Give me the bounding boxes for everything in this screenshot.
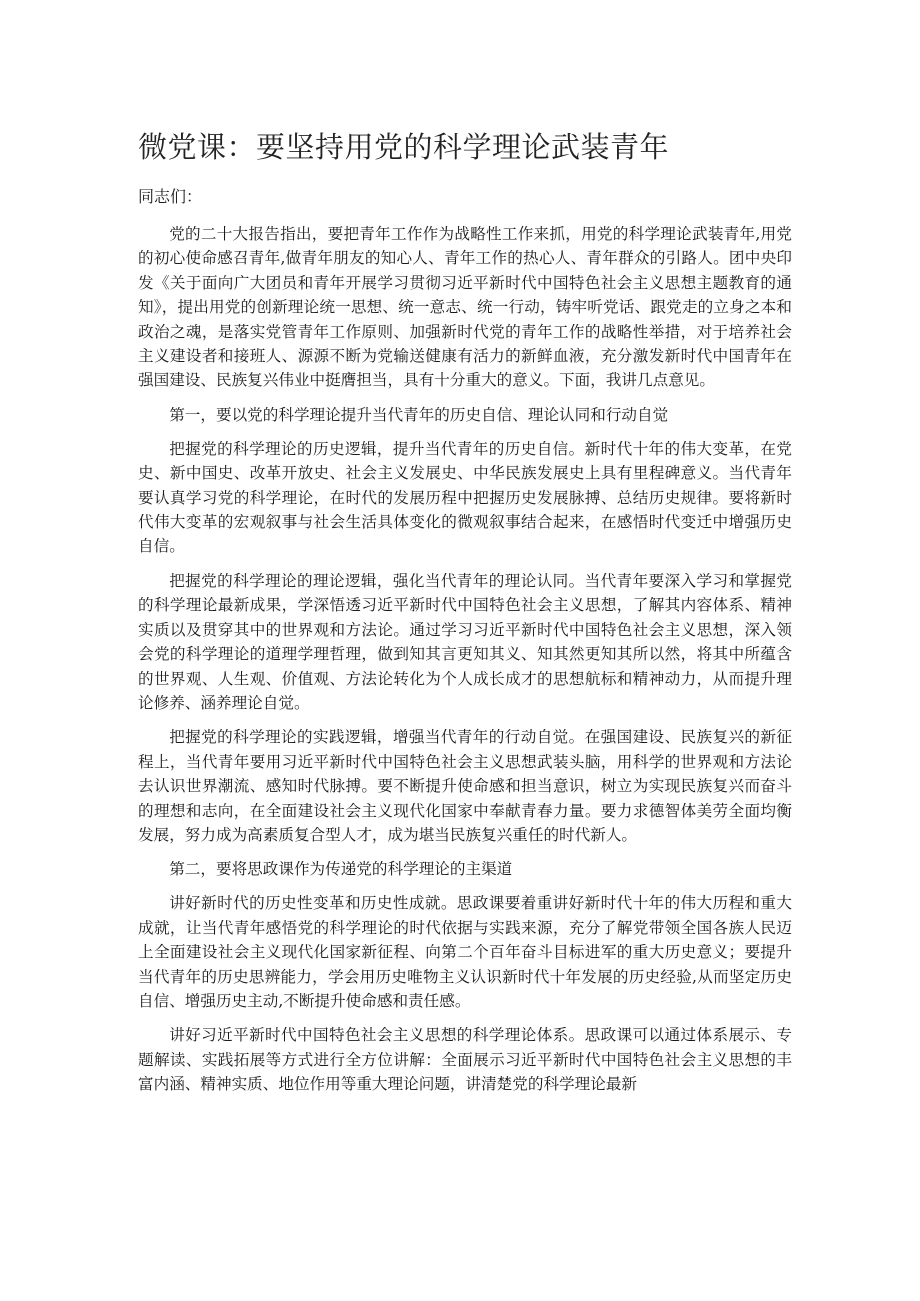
section-heading-1: 第一，要以党的科学理论提升当代青年的历史自信、理论认同和行动自觉 <box>169 405 669 424</box>
paragraph-historical-logic: 把握党的科学理论的历史逻辑，提升当代青年的历史自信。新时代十年的伟大变革，在党史、新中国史、改革开放史、社会主义发展史、中华民族发展史上具有里程碑意义。当代青年要认真学习党的科学理论，在时代的发展历程中把握历史发展脉搏、总结历史规律。要将新时代伟大变革的宏观叙事与社会生活具体变化的微观叙事结合起来，在感悟时代变迁中增强历史自信。 <box>138 439 792 556</box>
paragraph-theory-system: 讲好习近平新时代中国特色社会主义思想的科学理论体系。思政课可以通过体系展示、专题解读、实践拓展等方式进行全方位讲解：全面展示习近平新时代中国特色社会主义思想的丰富内涵、精神实质、地位作用等重大理论问题，讲清楚党的科学理论最新 <box>138 1026 792 1094</box>
section-heading-2: 第二，要将思政课作为传递党的科学理论的主渠道 <box>169 860 513 879</box>
paragraph-historic-changes: 讲好新时代的历史性变革和历史性成就。思政课要着重讲好新时代十年的伟大历程和重大成就，让当代青年感悟党的科学理论的时代依据与实践来源，充分了解党带领全国各族人民迈上全面建设社会主义现代化国家新征程、向第二个百年奋斗目标进军的重大历史意义；要提升当代青年的历史思辨能力，学会用历史唯物主义认识新时代十年发展的历史经验,从而坚定历史自信、增强历史主动,不断提升使命感和责任感。 <box>138 894 792 1010</box>
document-title: 微党课：要坚持用党的科学理论武装青年 <box>138 130 670 164</box>
paragraph-practical-logic: 把握党的科学理论的实践逻辑，增强当代青年的行动自觉。在强国建设、民族复兴的新征程上，当代青年要用习近平新时代中国特色社会主义思想武装头脑，用科学的世界观和方法论去认识世界潮流、感知时代脉搏。要不断提升使命感和担当意识，树立为实现民族复兴而奋斗的理想和志向，在全面建设社会主义现代化国家中奉献青春力量。要力求德智体美劳全面均衡发展，努力成为高素质复合型人才，成为堪当民族复兴重任的时代新人。 <box>138 728 792 844</box>
greeting: 同志们： <box>138 187 203 206</box>
document-page <box>138 128 792 1107</box>
paragraph-intro: 党的二十大报告指出，要把青年工作作为战略性工作来抓，用党的科学理论武装青年,用党的初心使命感召青年,做青年朋友的知心人、青年工作的热心人、青年群众的引路人。团中央印发《关于面向广大团员和青年开展学习贯彻习近平新时代中国特色社会主义思想主题教育的通知》，提出用党的创新理论统一思想、统一意志、统一行动，铸牢听党话、跟党走的立身之本和政治之魂，是落实党管青年工作原则、加强新时代党的青年工作的战略性举措，对于培养社会主义建设者和接班人、源源不断为党输送健康有活力的新鲜血液，充分激发新时代中国青年在强国建设、民族复兴伟业中挺膺担当，具有十分重大的意义。下面，我讲几点意见。 <box>138 225 792 390</box>
paragraph-theoretical-logic: 把握党的科学理论的理论逻辑，强化当代青年的理论认同。当代青年要深入学习和掌握党的科学理论最新成果，学深悟透习近平新时代中国特色社会主义思想，了解其内容体系、精神实质以及贯穿其中的世界观和方法论。通过学习习近平新时代中国特色社会主义思想，深入领会党的科学理论的道理学理哲理，做到知其言更知其义、知其然更知其所以然，将其中所蕴含的世界观、人生观、价值观、方法论转化为个人成长成才的思想航标和精神动力，从而提升理论修养、涵养理论自觉。 <box>138 571 792 712</box>
